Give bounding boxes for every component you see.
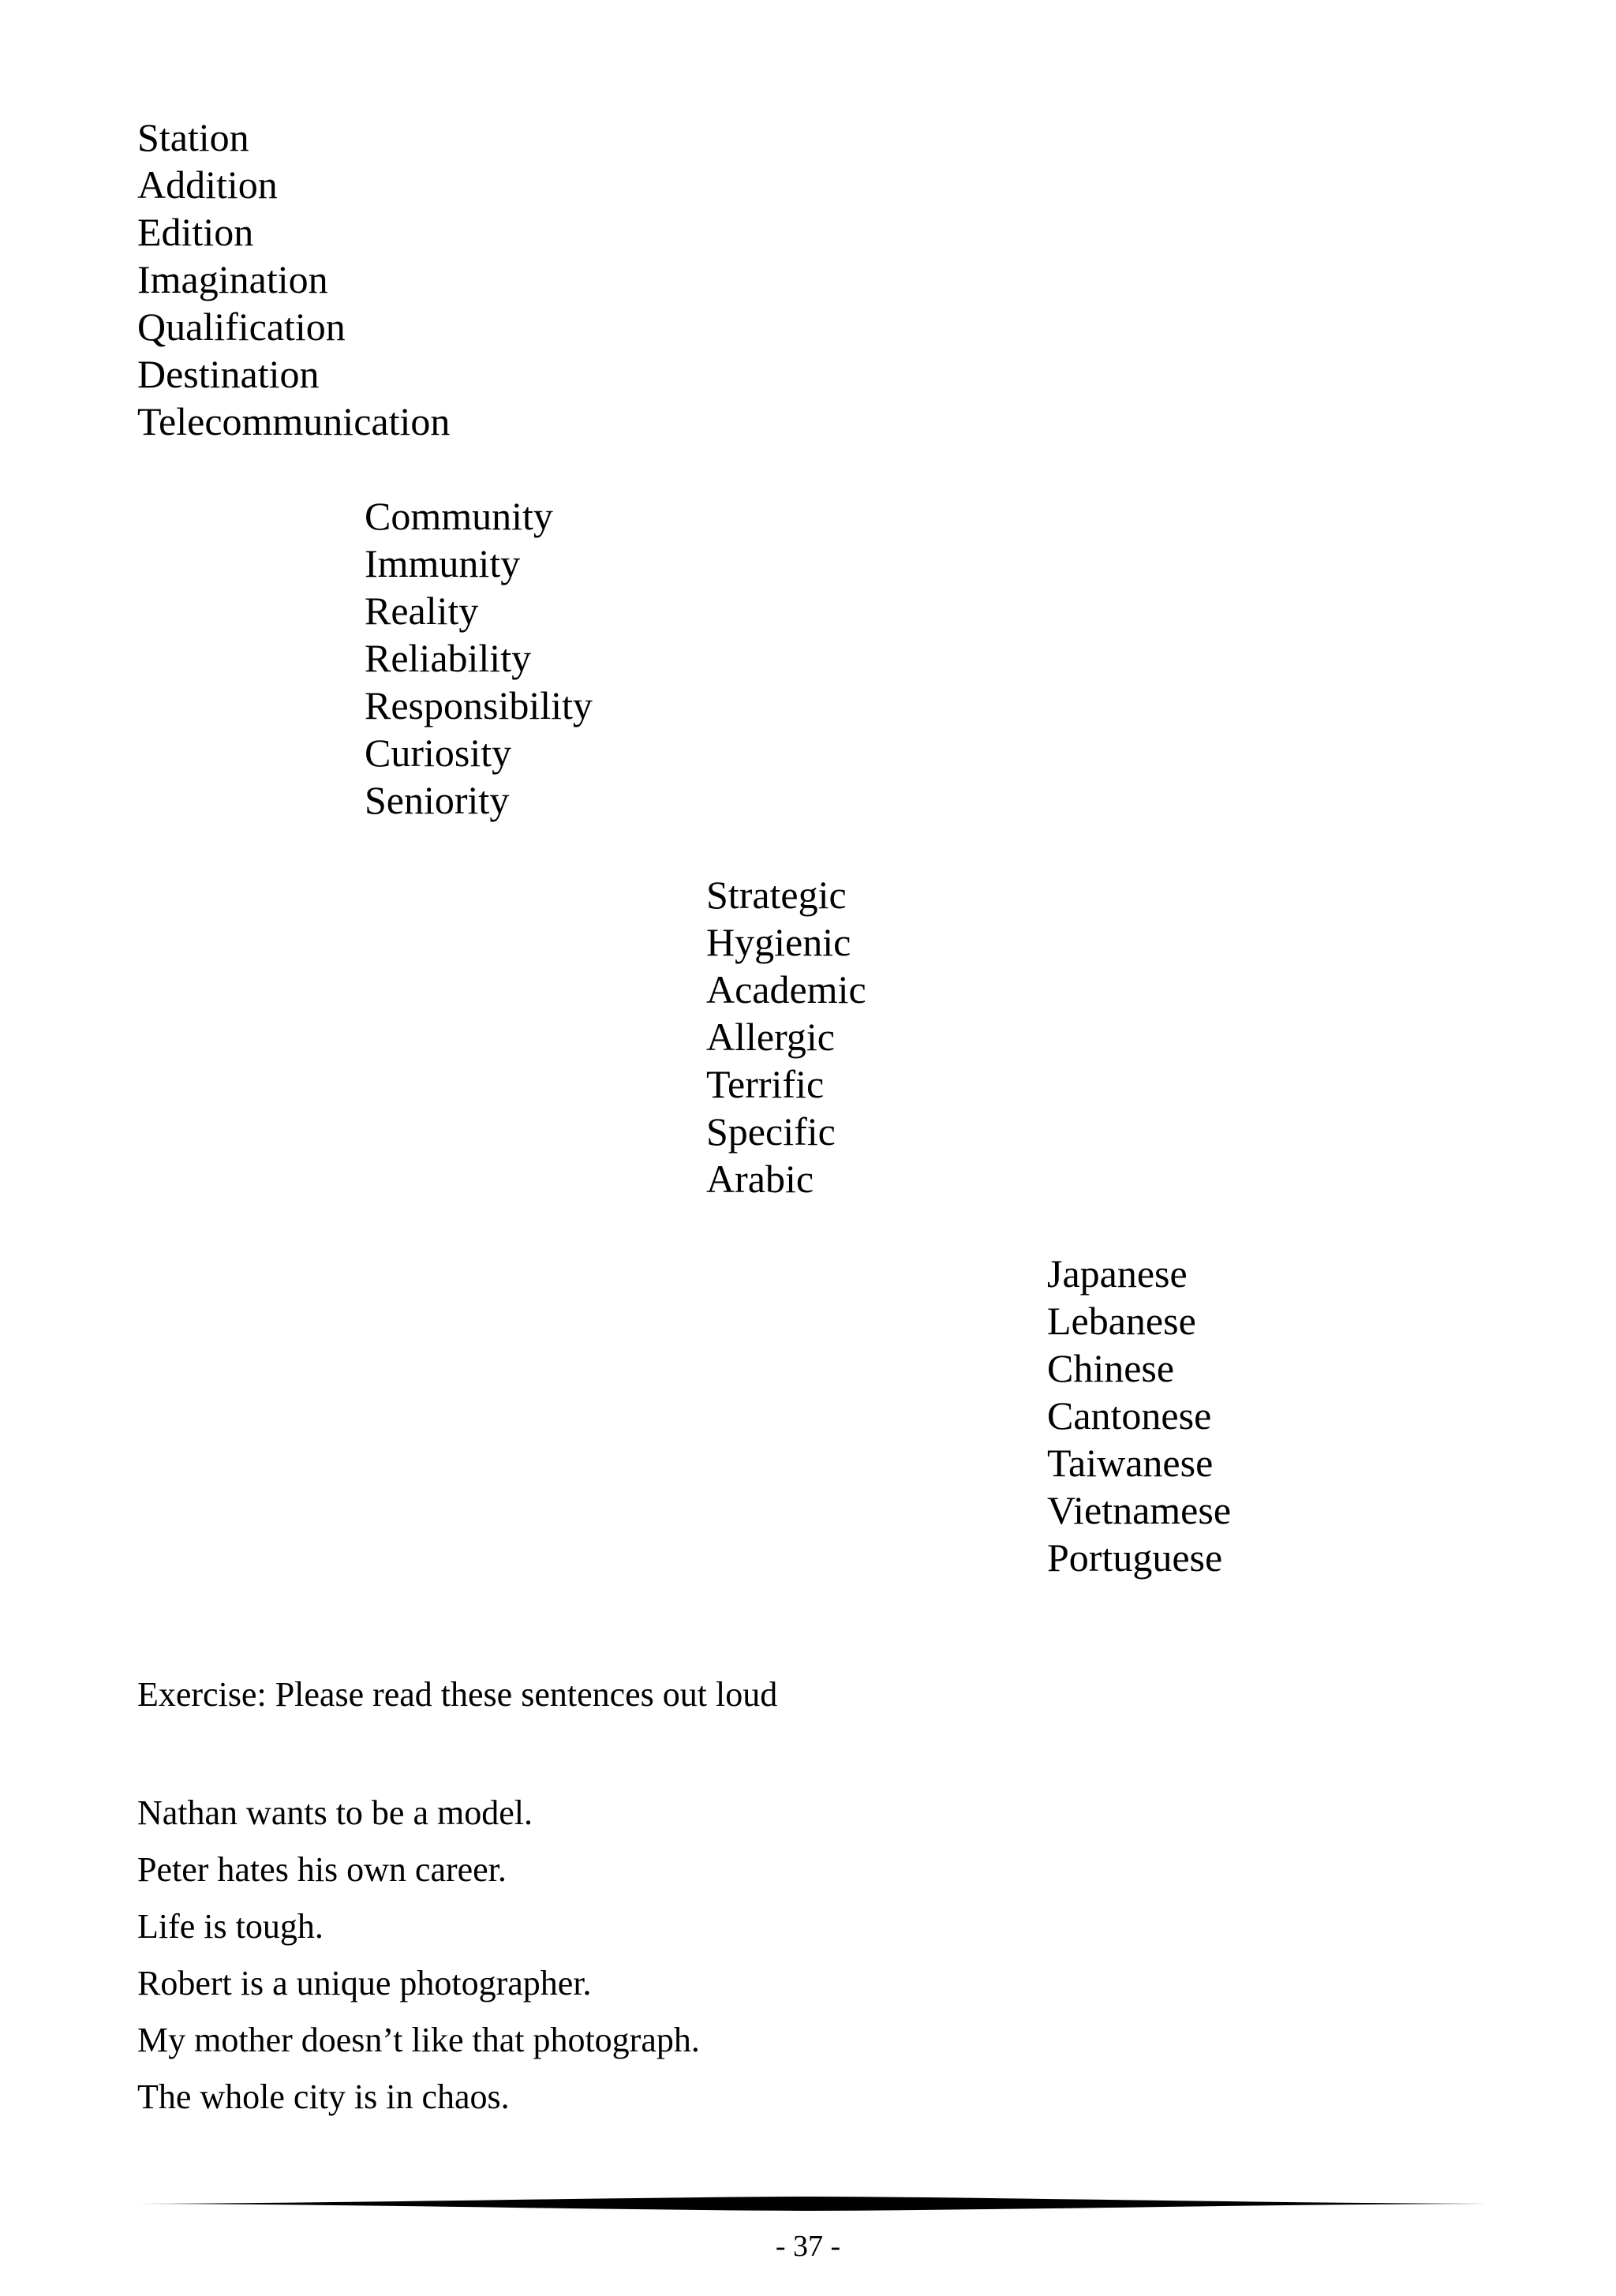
word-item: Specific (706, 1109, 836, 1154)
word-item: Telecommunication (137, 399, 451, 443)
word-item: Curiosity (365, 731, 512, 775)
word-item: Reliability (365, 636, 532, 680)
word-group-ity (365, 492, 593, 824)
sentence-item: My mother doesn’t like that photograph. (137, 2021, 700, 2059)
footer-divider (137, 2194, 1487, 2213)
word-item: Chinese (1047, 1346, 1175, 1390)
word-item: Taiwanese (1047, 1441, 1214, 1485)
word-item: Station (137, 115, 249, 159)
word-group-tion (137, 114, 450, 445)
word-item: Lebanese (1047, 1299, 1196, 1343)
word-item: Allergic (706, 1015, 835, 1059)
word-item: Responsibility (365, 683, 593, 727)
sentence-item: Peter hates his own career. (137, 1850, 507, 1889)
sentence-item: Nathan wants to be a model. (137, 1793, 533, 1832)
word-item: Addition (137, 163, 278, 207)
sentence-item: Life is tough. (137, 1907, 324, 1946)
exercise-sentences (137, 1785, 700, 2126)
word-item: Terrific (706, 1062, 825, 1106)
word-item: Imagination (137, 257, 328, 301)
word-item: Edition (137, 210, 254, 254)
word-item: Academic (706, 967, 866, 1012)
word-item: Strategic (706, 873, 847, 917)
sentence-item: The whole city is in chaos. (137, 2077, 510, 2116)
exercise-heading: Exercise: Please read these sentences out loud (137, 1675, 778, 1714)
word-item: Cantonese (1047, 1393, 1212, 1438)
word-item: Arabic (706, 1157, 814, 1201)
word-item: Community (365, 494, 553, 538)
word-group-ese (1047, 1250, 1231, 1581)
word-item: Portuguese (1047, 1535, 1223, 1580)
sentence-item: Robert is a unique photographer. (137, 1964, 592, 2002)
word-item: Destination (137, 352, 320, 396)
word-item: Hygienic (706, 920, 851, 964)
word-item: Vietnamese (1047, 1488, 1232, 1532)
word-item: Qualification (137, 305, 346, 349)
word-item: Reality (365, 589, 479, 633)
word-item: Seniority (365, 778, 510, 822)
page-number: - 37 - (775, 2230, 841, 2263)
word-group-ic (706, 871, 866, 1202)
word-item: Japanese (1047, 1251, 1188, 1296)
word-item: Immunity (365, 541, 521, 585)
